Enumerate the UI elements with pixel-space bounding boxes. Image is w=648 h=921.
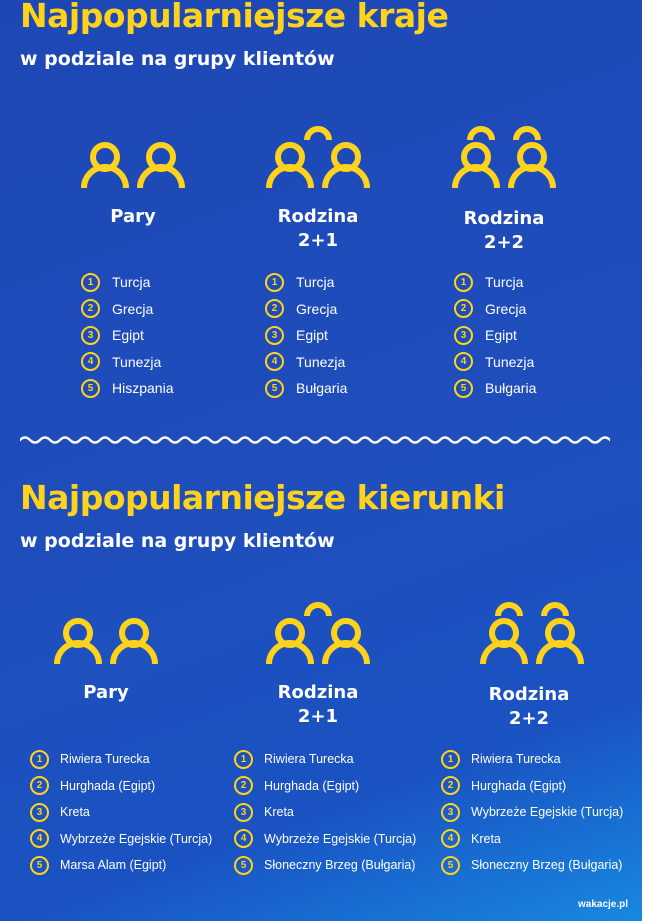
- country-name: Turcja: [296, 274, 335, 291]
- list-item: [81, 269, 173, 296]
- country-name: Tunezja: [112, 353, 162, 370]
- family-2-1-icon: [262, 592, 374, 668]
- rank-badge: 5: [30, 856, 49, 875]
- family-2-2-icon: [448, 116, 560, 192]
- country-name: Hiszpania: [112, 380, 174, 397]
- country-name: Turcja: [485, 274, 524, 291]
- list-item: [234, 746, 416, 773]
- destination-name: Wybrzeże Egejskie (Turcja): [60, 831, 213, 846]
- list-item: [81, 349, 173, 376]
- country-name: Turcja: [112, 274, 151, 291]
- rank-badge: 1: [441, 750, 460, 769]
- rank-badge: 4: [234, 829, 253, 848]
- wave-divider: [20, 434, 610, 446]
- rank-badge: 3: [454, 326, 473, 345]
- group-label-rodzina-2-2: Rodzina 2+2: [463, 208, 545, 253]
- list-item: [30, 826, 212, 853]
- list-item: [265, 296, 347, 323]
- rank-badge: 2: [30, 776, 49, 795]
- list-item: [441, 746, 623, 773]
- rank-badge: 4: [454, 352, 473, 371]
- group-label-rodzina-2-1: Rodzina 2+1: [277, 206, 359, 251]
- list-item: [454, 349, 536, 376]
- rank-badge: 5: [234, 856, 253, 875]
- couple-icon: [77, 138, 189, 192]
- rank-badge: 2: [81, 299, 100, 318]
- list-item: [454, 322, 536, 349]
- rank-badge: 3: [265, 326, 284, 345]
- rank-badge: 1: [81, 273, 100, 292]
- rank-badge: 4: [30, 829, 49, 848]
- ranking-list-rodzina-2-2: [454, 269, 536, 402]
- list-item: [265, 269, 347, 296]
- rank-badge: 1: [265, 273, 284, 292]
- rank-badge: 4: [81, 352, 100, 371]
- couple-icon: [50, 614, 162, 668]
- list-item: [441, 852, 623, 879]
- list-item: [30, 773, 212, 800]
- group-label-rodzina-2-1: Rodzina 2+1: [277, 682, 359, 727]
- rank-badge: 3: [30, 803, 49, 822]
- list-item: [81, 322, 173, 349]
- destination-name: Riwiera Turecka: [264, 752, 354, 767]
- destination-name: Riwiera Turecka: [471, 752, 561, 767]
- ranking-list-rodzina-2-1: [234, 746, 416, 879]
- list-item: [81, 296, 173, 323]
- country-name: Bułgaria: [485, 380, 537, 397]
- list-item: [234, 852, 416, 879]
- destination-name: Marsa Alam (Egipt): [60, 858, 167, 873]
- list-item: [234, 799, 416, 826]
- destination-name: Wybrzeże Egejskie (Turcja): [264, 831, 417, 846]
- list-item: [234, 826, 416, 853]
- list-item: [454, 375, 536, 402]
- rank-badge: 3: [81, 326, 100, 345]
- list-item: [30, 746, 212, 773]
- country-name: Grecja: [296, 300, 338, 317]
- destination-name: Hurghada (Egipt): [471, 778, 567, 793]
- rank-badge: 1: [234, 750, 253, 769]
- ranking-list-rodzina-2-1: [265, 269, 347, 402]
- country-name: Egipt: [112, 327, 144, 344]
- family-2-1-icon: [262, 116, 374, 192]
- list-item: [81, 375, 173, 402]
- destination-name: Kreta: [264, 805, 294, 820]
- group-label-pary: Pary: [110, 206, 156, 227]
- rank-badge: 1: [30, 750, 49, 769]
- section1-title: Najpopularniejsze kraje: [20, 0, 449, 35]
- destination-name: Riwiera Turecka: [60, 752, 150, 767]
- rank-badge: 3: [234, 803, 253, 822]
- country-name: Grecja: [112, 300, 154, 317]
- rank-badge: 2: [454, 299, 473, 318]
- rank-badge: 4: [265, 352, 284, 371]
- destination-name: Kreta: [60, 805, 90, 820]
- list-item: [265, 375, 347, 402]
- destination-name: Słoneczny Brzeg (Bułgaria): [264, 858, 416, 873]
- rank-badge: 5: [265, 379, 284, 398]
- destination-name: Kreta: [471, 831, 501, 846]
- ranking-list-rodzina-2-2: [441, 746, 623, 879]
- list-item: [454, 296, 536, 323]
- section1-subtitle: w podziale na grupy klientów: [20, 48, 335, 70]
- country-name: Grecja: [485, 300, 527, 317]
- rank-badge: 5: [454, 379, 473, 398]
- destination-name: Wybrzeże Egejskie (Turcja): [471, 805, 624, 820]
- rank-badge: 5: [441, 856, 460, 875]
- list-item: [454, 269, 536, 296]
- rank-badge: 5: [81, 379, 100, 398]
- group-label-rodzina-2-2: Rodzina 2+2: [488, 684, 570, 729]
- list-item: [265, 349, 347, 376]
- country-name: Tunezja: [485, 353, 535, 370]
- ranking-list-pary: [30, 746, 212, 879]
- country-name: Tunezja: [296, 353, 346, 370]
- list-item: [441, 826, 623, 853]
- list-item: [441, 799, 623, 826]
- list-item: [30, 852, 212, 879]
- section2-subtitle: w podziale na grupy klientów: [20, 530, 335, 552]
- country-name: Bułgaria: [296, 380, 348, 397]
- rank-badge: 2: [265, 299, 284, 318]
- destination-name: Hurghada (Egipt): [264, 778, 360, 793]
- family-2-2-icon: [476, 592, 588, 668]
- list-item: [30, 799, 212, 826]
- rank-badge: 4: [441, 829, 460, 848]
- group-label-pary: Pary: [83, 682, 129, 703]
- ranking-list-pary: [81, 269, 173, 402]
- section2-title: Najpopularniejsze kierunki: [20, 478, 505, 517]
- country-name: Egipt: [296, 327, 328, 344]
- rank-badge: 2: [441, 776, 460, 795]
- right-edge-strip: [642, 0, 648, 921]
- list-item: [265, 322, 347, 349]
- rank-badge: 1: [454, 273, 473, 292]
- destination-name: Słoneczny Brzeg (Bułgaria): [471, 858, 623, 873]
- country-name: Egipt: [485, 327, 517, 344]
- rank-badge: 2: [234, 776, 253, 795]
- list-item: [441, 773, 623, 800]
- rank-badge: 3: [441, 803, 460, 822]
- list-item: [234, 773, 416, 800]
- brand-logo[interactable]: wakacje.pl: [578, 899, 629, 910]
- destination-name: Hurghada (Egipt): [60, 778, 156, 793]
